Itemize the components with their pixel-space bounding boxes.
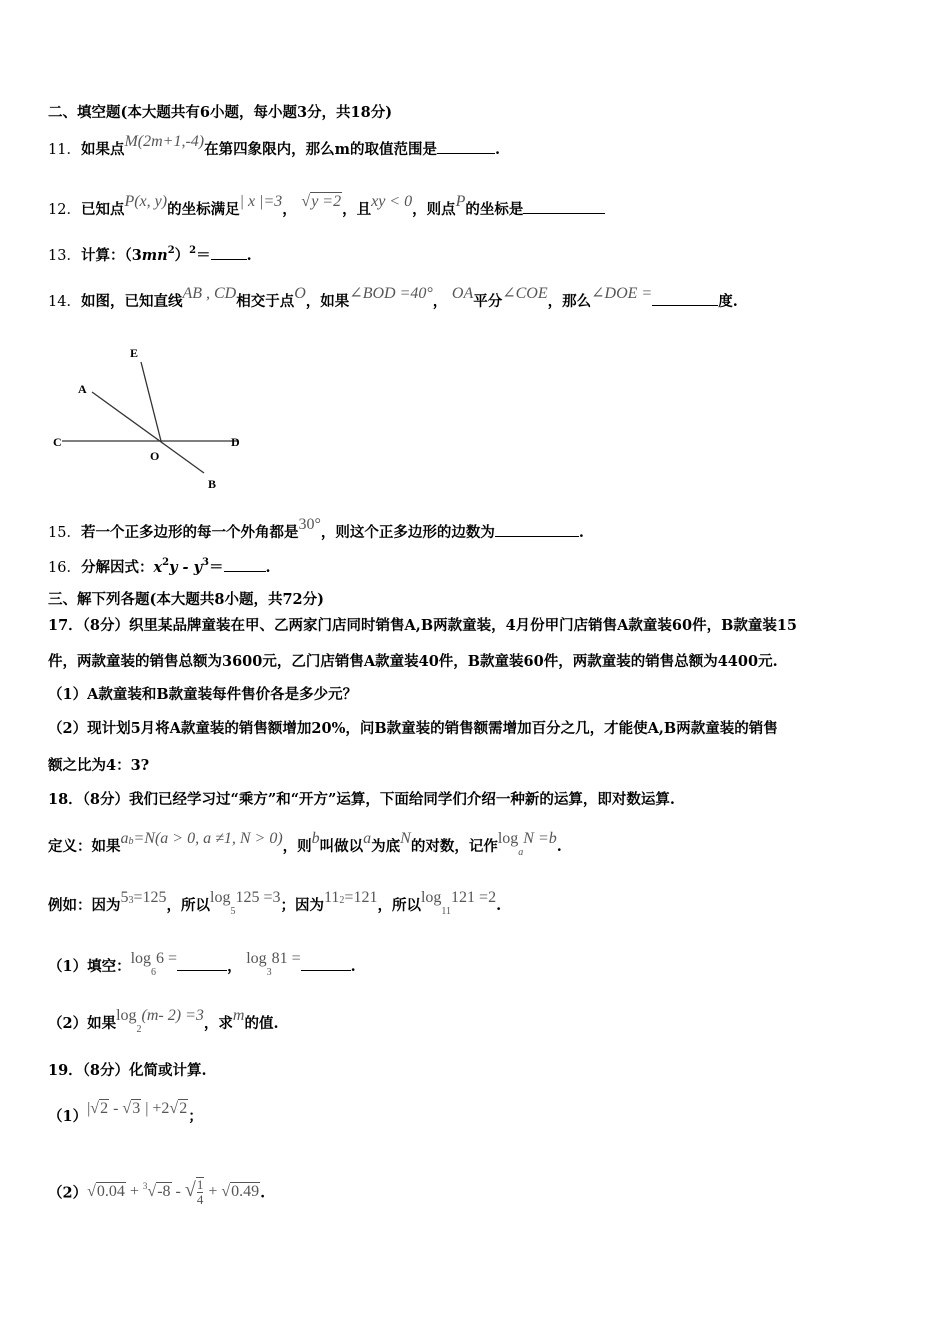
label-d: D <box>231 435 240 449</box>
q13-mn: mn <box>141 247 168 264</box>
q18-p2-pre: （2）如果 <box>48 1015 117 1032</box>
section-3-title: 三、解下列各题(本大题共8小题，共72分) <box>48 591 324 608</box>
q14-math-o: O <box>294 285 306 302</box>
q19-p1-expr: |√2 - √3 | +2√2 <box>87 1100 188 1117</box>
label-a: A <box>78 382 87 396</box>
q18-p1-log1: log <box>130 950 152 967</box>
q12-sep: ， <box>282 201 297 218</box>
q18-ex-125: =125 <box>133 889 167 906</box>
q11-m: m <box>334 141 350 158</box>
q11-math: M(2m+1,-4) <box>124 133 205 150</box>
q18-p2-end: 的值. <box>244 1015 279 1032</box>
q18-ex-log: log <box>210 889 231 906</box>
label-c: C <box>53 435 62 449</box>
q18-part-2 <box>48 1007 279 1036</box>
q11-text-pre: 如果点 <box>80 141 125 158</box>
q16-sup2: 2 <box>162 557 170 568</box>
q13-text-pre: 计算：（3 <box>80 247 142 264</box>
geometry-figure <box>48 340 258 495</box>
q18-p1-blank-2[interactable] <box>301 956 351 971</box>
q18-def-b-exp: b <box>128 836 134 847</box>
q18-ex-end: . <box>496 897 502 914</box>
question-11 <box>48 133 501 160</box>
q18-ex-5: 5 <box>120 889 129 906</box>
q15-text-pre: 若一个正多边形的每一个外角都是 <box>80 524 299 541</box>
q12-text-mid1: 的坐标满足 <box>167 201 240 218</box>
q18-p1-pre: （1）填空： <box>48 958 131 975</box>
q19-p2-label: （2） <box>48 1184 88 1202</box>
q18-def-a: a <box>120 830 129 847</box>
q18-ex-pre: 例如：因为 <box>48 897 121 914</box>
q12-math-p: P(x, y) <box>124 193 168 210</box>
q16-text-pre: 分解因式： <box>80 559 154 576</box>
q12-math-xy: xy < 0 <box>371 193 413 210</box>
q12-math-absx: | x |=3 <box>239 193 283 210</box>
q14-text-mid3: 平分 <box>473 293 503 310</box>
q16-end: . <box>265 559 271 576</box>
q18-def-log-sub: a <box>518 847 524 858</box>
q18-ex-log2-sub: 11 <box>441 906 452 917</box>
label-b: B <box>208 477 217 491</box>
question-13 <box>48 245 252 268</box>
q18-def-mid2: 叫做以 <box>319 838 364 855</box>
q15-number: 15． <box>48 525 81 541</box>
q14-text-mid2: ，如果 <box>305 293 350 310</box>
q13-end: . <box>246 247 252 264</box>
q18-ex-log2-rest: 121 =2 <box>451 889 497 906</box>
q18-def-mid4: 的对数，记作 <box>410 838 498 855</box>
q18-ex-3: 3 <box>128 895 134 906</box>
q12-text-mid2: ，且 <box>342 201 372 218</box>
q15-math: 30° <box>298 516 321 533</box>
q18-def-base: a <box>363 830 372 847</box>
q18-p1-log1-sub: 6 <box>151 967 157 978</box>
q19-p2-end: . <box>260 1184 266 1202</box>
q14-math-oa: OA <box>451 285 474 302</box>
question-12 <box>48 193 605 220</box>
q18-p2-log-sub: 2 <box>136 1024 142 1035</box>
q12-number: 12． <box>48 202 81 218</box>
q18-definition <box>48 830 562 859</box>
q15-text-post: ，则这个正多边形的边数为 <box>320 524 495 541</box>
q18-def-eq: =N(a > 0, a ≠1, N > 0) <box>133 830 283 847</box>
q16-mid: y - y <box>169 559 203 576</box>
q14-math-bod: ∠BOD =40° <box>349 285 433 302</box>
q18-p1-sep: ， <box>227 958 242 975</box>
question-14 <box>48 285 738 312</box>
q18-p1-end: . <box>350 958 356 975</box>
q18-p2-m: m <box>232 1007 245 1024</box>
q18-def-log: log <box>497 830 519 847</box>
q18-ex-mid2: ；因为 <box>280 897 325 914</box>
q18-example <box>48 889 502 918</box>
q16-x: x <box>153 559 163 576</box>
q18-def-mid3: 为底 <box>371 838 401 855</box>
q16-eq: ＝ <box>209 559 224 576</box>
q14-sep: ， <box>432 293 448 310</box>
q12-text-pre: 已知点 <box>80 201 125 218</box>
q12-text-mid3: ，则点 <box>412 201 456 218</box>
q17-line-1: 17．（8分）织里某品牌童装在甲、乙两家门店同时销售A,B两款童装，4月份甲门店销售A款童装60件，B款童装15 <box>48 617 798 634</box>
q14-answer-blank[interactable] <box>652 291 718 306</box>
q14-text-mid1: 相交于点 <box>236 293 295 310</box>
q18-def-b: b <box>311 830 320 847</box>
q17-part-2a: （2）现计划5月将A款童装的销售额增加20%，问B款童装的销售额需增加百分之几，才能使A,B两款童装的销售 <box>48 720 778 737</box>
q18-def-n: N <box>400 830 411 847</box>
q19-part-1 <box>48 1100 203 1127</box>
q18-def-log-rest: N =b <box>523 830 557 847</box>
line-ab <box>92 392 204 473</box>
q14-text-mid4: ，那么 <box>547 293 592 310</box>
q17-line-2: 件，两款童装的销售总额为3600元，乙门店销售A款童装40件，B款童装60件，两款童装的销售总额为4400元. <box>48 653 778 670</box>
q11-end: . <box>494 141 501 158</box>
q15-end: . <box>578 524 584 541</box>
q18-p1-log2-rest: 81 = <box>271 950 301 967</box>
q18-p1-log1-rest: 6 = <box>156 950 178 967</box>
q18-ex-log-sub: 5 <box>230 906 236 917</box>
q17-part-1: （1）A款童装和B款童装每件售价各是多少元？ <box>48 686 358 703</box>
section-2-title: 二、填空题(本大题共有6小题，每小题3分，共18分) <box>48 104 393 121</box>
q18-p1-blank-1[interactable] <box>177 956 227 971</box>
label-e: E <box>130 346 139 360</box>
q13-number: 13． <box>48 248 81 264</box>
q17-part-2b: 额之比为4：3? <box>48 757 150 774</box>
question-15 <box>48 516 584 543</box>
q18-ex-11: 11 <box>324 889 340 906</box>
q18-p2-log-rest: (m- 2) =3 <box>141 1007 204 1024</box>
q11-text-post: 的取值范围是 <box>349 141 437 158</box>
q19-p1-end: ； <box>188 1108 203 1125</box>
q14-text-post: 度. <box>718 293 738 310</box>
q13-paren: ） <box>174 247 190 264</box>
q14-math-lines: AB , CD <box>182 285 237 302</box>
q11-answer-blank[interactable] <box>437 139 495 154</box>
q11-number: 11． <box>48 142 81 158</box>
q14-text-pre: 如图，已知直线 <box>80 293 183 310</box>
q18-p2-log: log <box>116 1007 137 1024</box>
q13-sup2: 2 <box>189 245 197 256</box>
label-o: O <box>150 449 160 463</box>
q13-answer-blank[interactable] <box>211 245 247 260</box>
q14-math-coe: ∠COE <box>502 285 548 302</box>
q19-part-2 <box>48 1179 265 1209</box>
q13-eq: ＝ <box>196 247 211 264</box>
q18-line-1: 18．（8分）我们已经学习过“乘方”和“开方”运算，下面给同学们介绍一种新的运算，即对数运算. <box>48 791 675 808</box>
q18-ex-mid1: ，所以 <box>166 897 211 914</box>
q18-ex-mid3: ，所以 <box>377 897 421 914</box>
q18-p2-mid: ，求 <box>203 1015 233 1032</box>
q19-p1-label: （1） <box>48 1108 88 1125</box>
q12-math-sqrty: √y =2 <box>301 193 342 210</box>
q18-def-end: . <box>556 838 562 855</box>
q13-sup: 2 <box>167 245 175 256</box>
q12-math-p2: P <box>455 193 466 210</box>
question-16 <box>48 557 271 580</box>
q12-answer-blank[interactable] <box>523 199 605 214</box>
q18-ex-2: 2 <box>339 895 345 906</box>
q14-math-doe: ∠DOE = <box>591 285 653 302</box>
q18-p1-log2: log <box>246 950 267 967</box>
q19-line-1: 19．（8分）化简或计算. <box>48 1062 207 1079</box>
q14-number: 14． <box>48 294 81 310</box>
q16-number: 16． <box>48 560 81 576</box>
q12-text-post: 的坐标是 <box>465 201 524 218</box>
q15-answer-blank[interactable] <box>495 522 579 537</box>
q18-part-1 <box>48 950 356 979</box>
q16-answer-blank[interactable] <box>224 557 266 572</box>
q18-def-mid1: ，则 <box>282 838 312 855</box>
q16-sup3: 3 <box>202 557 210 568</box>
q18-def-pre: 定义：如果 <box>48 838 121 855</box>
q18-p1-log2-sub: 3 <box>266 967 272 978</box>
q19-p2-expr: √0.04 + $^3$√-8 - √ $\frac{1}{4}$ + √0.49 <box>87 1177 260 1207</box>
q18-ex-log2: log <box>420 889 442 906</box>
q18-ex-121: =121 <box>344 889 378 906</box>
q11-text-mid: 在第四象限内，那么 <box>204 141 335 158</box>
q18-ex-log-rest: 125 =3 <box>235 889 281 906</box>
